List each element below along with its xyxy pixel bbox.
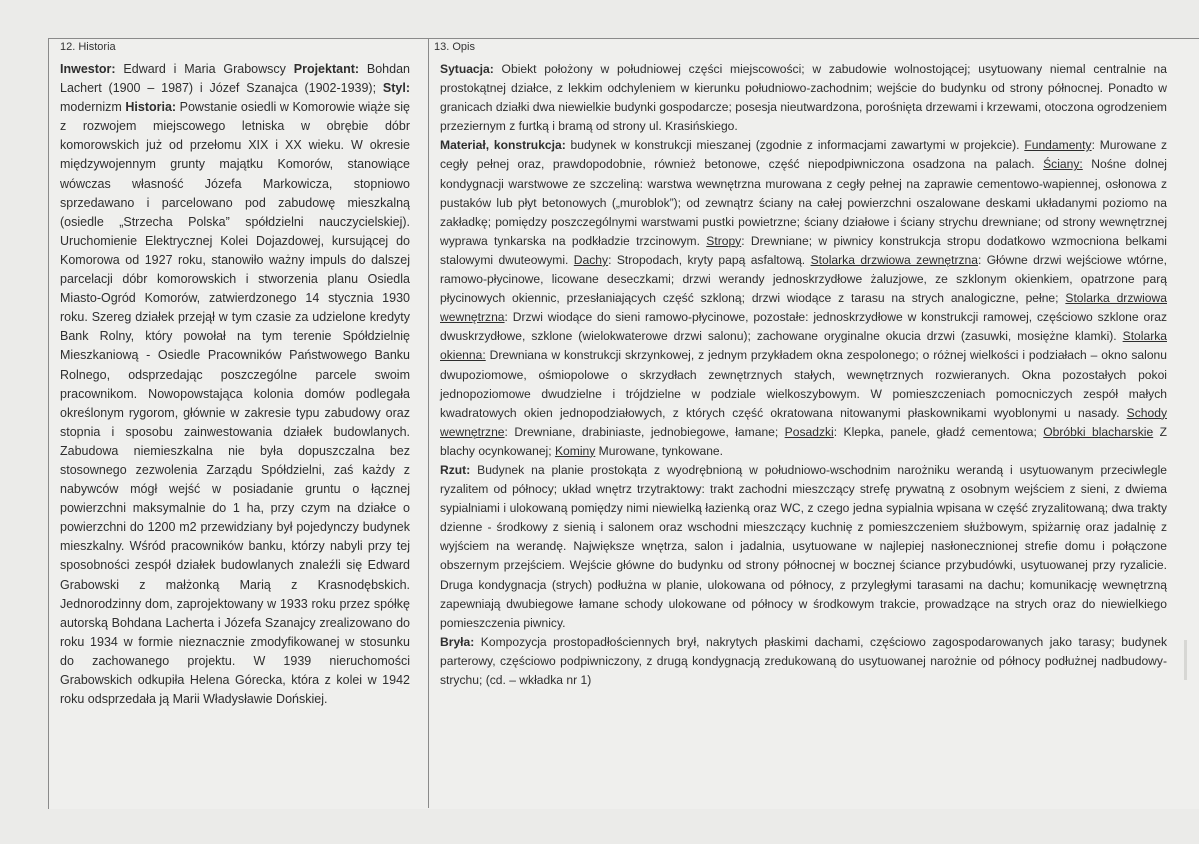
schody-value: : Drewniane, drabiniaste, jednobiegowe, łamane; <box>504 424 785 439</box>
stolarka-okienna-value: Drewniana w konstrukcji skrzynkowej, z jednym przykładem okna zespolonego; o różnej wielkości i podziałach – okno salonu dwupoziomowe, ośmiopolowe o skrzydłach zewnętrznych stałych, wewnętrznych rozwieranych. Okna pozostałych pokoi jednopoziomowe dwudzielne i trójdzielne w podziale wielkoszybowym. W pomieszczeniach pomocniczych zespół małych kwadratowych okien jednopodziałowych, z których część okratowana nitowanymi płaskownikami wyoblonymi u nasady. <box>440 348 1167 420</box>
label-dachy: Dachy <box>573 252 609 267</box>
label-stolarka-wewnetrzna: Stolarka drzwiowa wewnętrzna <box>440 291 1167 325</box>
label-kominy: Kominy <box>554 443 596 458</box>
label-sciany: Ściany: <box>1043 157 1083 172</box>
label-obrobki: Obróbki blacharskie <box>1043 424 1154 439</box>
sytuacja-value: Obiekt położony w południowej części miejscowości; w zabudowie wolnostojącej; usytuowany niemal centralnie na prostokątnej działce, z lekkim odchyleniem w kierunku południowo-zachodnim; wejście do budynku od strony północnej. Ponadto w granicach działki dwa niewielkie budynki gospodarcze; posesja nieutwardzona, porośnięta drzewami i krzewami, otoczona ogrodzeniem przeziernym z furtką i bramą od strony ul. Krasińskiego. <box>440 62 1167 134</box>
styl-value: modernizm <box>60 100 126 115</box>
sciany-value: Nośne dolnej kondygnacji warstwowe ze szczeliną: warstwa wewnętrzna murowana z cegły pełnej na zaprawie cementowo-wapiennej, osłonowa z pustaków lub płyt betonowych („muroblok”); od zewnątrz ściany na całej powierzchni oszalowane deskami układanymi poziomo na zakładkę; pomiędzy poszczególnymi warstwami pustki powietrzne; ściany działowe i ściany strychu drewniane; od strony wewnętrznej wyprawa tynkarska na podkładzie trzcinowym. <box>440 157 1167 248</box>
label-stropy: Stropy <box>706 233 742 248</box>
stropy-value: : Drewniane; w piwnicy konstrukcja stropu dodatkowo wzmocniona belkami stalowymi dwuteowymi. <box>440 233 1167 267</box>
label-posadzki: Posadzki <box>784 424 834 439</box>
stolarka-zewnetrzna-value: : Główne drzwi wejściowe wtórne, ramowo-płycinowe, licowane deseczkami; drzwi werandy jednoskrzydłowe żaluzjowe, ze szklonym okienkiem, opatrzone parą płycinowych okiennic, przesłaniających część szkloną; drzwi wiodące z tarasu na strych analogiczne, pełne; <box>440 252 1167 306</box>
label-styl: Styl: <box>382 81 410 96</box>
label-rzut: Rzut: <box>440 462 471 477</box>
posadzki-value: : Klepka, panele, gładź cementowa; <box>833 424 1044 439</box>
label-stolarka-zewnetrzna: Stolarka drzwiowa zewnętrzna <box>810 252 978 267</box>
kominy-value: Murowane, tynkowane. <box>595 443 724 458</box>
column-divider <box>428 38 429 808</box>
fundamenty-value: : Murowane z cegły pełnej oraz, prawdopodobnie, również betonowe, część niepodpiwniczona osadzona na palach. <box>440 138 1167 172</box>
paragraph-rzut <box>440 461 1167 633</box>
historia-text <box>60 60 410 709</box>
bryla-value: Kompozycja prostopadłościennych brył, nakrytych płaskimi dachami, częściowo zagospodarowanych jako tarasy; budynek parterowy, częściowo podpiwniczony, z drugą kondygnacją zredukowaną do usytuowanej narożnie od północy podłużnej nadbudowy- strychu; (cd. – wkładka nr 1) <box>440 634 1167 687</box>
dachy-value: : Stropodach, kryty papą asfaltową. <box>608 252 811 267</box>
paragraph-sytuacja <box>440 60 1167 136</box>
material-text: budynek w konstrukcji mieszanej (zgodnie z informacjami zawartymi w projekcie). <box>565 138 1025 153</box>
inwestor-value: Edward i Maria Grabowscy <box>115 62 294 76</box>
label-material: Materiał, konstrukcja: <box>440 138 566 153</box>
obrobki-value: Z blachy ocynkowanej; <box>440 424 1167 458</box>
historia-value: Powstanie osiedli w Komorowie wiąże się z rozwojem miejscowego letniska w obrębie dóbr komorowskich już od przełomu XIX i XX wieku. W okresie międzywojennym grunty majątku Komorów, stanowiące wówczas własność Józefa Markowicza, stopniowo sprzedawano i parcelowano pod zabudowę mieszkalną (osiedle „Strzecha Polska” spółdzielni nauczycielskiej). Uruchomienie Elektrycznej Kolei Dojazdowej, kursującej do Komorowa od 1927 roku, stanowiło ważny impuls do dalszej parcelacji dóbr komorowskich i stworzenia planu Osiedla Miasto-Ogród Komorów, zatwierdzonego 14 stycznia 1930 roku. Szereg działek przejął w tym czasie za udzielone kredyty Bank Rolny, który powołał na tym terenie Spółdzielnię Mieszkaniową - Osiedle Pracowników Państwowego Banku Rolnego, odsprzedając poszczególne parcele swoim pracownikom. Nowopowstająca kolonia domów podlegała określonym rygorom, głównie w zakresie typu zabudowy oraz stopnia i sposobu zainwestowania działek budowlanych. Zabudowa niemieszkalna nie była dopuszczalna bez stosownego zezwolenia Zarządu Spółdzielni, zaś każdy z nabywców mógł wejść w posiadanie gruntu o łącznej powierzchni maksymalnie do 1 ha, przy czym na działce o powierzchni do 1200 m2 przewidziany był pojedynczy budynek mieszkalny. Wśród pracowników banku, którzy nabyli przy tej sposobności zespół działek budowlanych znaleźli się Edward Grabowski z małżonką Marią z Krasnodębskich. Jednorodzinny dom, zaprojektowany w 1933 roku przez spółkę autorską Bohdana Lacherta i Józefa Szanajcy zrealizowano do roku 1934 w formie nieznacznie zmodyfikowanej w stosunku do zachowanego projektu. W 1939 nieruchomości Grabowskich odkupiła Helena Górecka, która z kolei w 1942 roku odsprzedała ją Marii Władysławie Dońskiej. <box>60 100 411 707</box>
label-stolarka-okienna: Stolarka okienna: <box>440 329 1167 363</box>
paragraph-material <box>440 136 1167 461</box>
section-title-opis: 13. Opis <box>434 41 475 53</box>
label-projektant: Projektant: <box>293 62 360 76</box>
label-bryla: Bryła: <box>440 634 475 649</box>
opis-text <box>440 60 1167 690</box>
label-sytuacja: Sytuacja: <box>440 62 494 76</box>
label-historia: Historia: <box>125 100 177 115</box>
projektant-value: Bohdan Lachert (1900 – 1987) i Józef Szanajca (1902-1939); <box>60 62 410 96</box>
scan-mark <box>1184 640 1187 680</box>
label-inwestor: Inwestor: <box>60 62 116 76</box>
label-schody: Schody wewnętrzne <box>440 405 1167 439</box>
rzut-value: Budynek na planie prostokąta z wyodrębnioną w południowo-wschodnim narożniku werandą i usytuowanym przeciwlegle ryzalitem od północy; układ wnętrz trzytraktowy: trakt zachodni mieszczący strefę prywatną z osobnym wejściem z sieni, z dwiema sypialniami i ulokowaną pomiędzy nimi niewielką łazienką oraz WC, z czego jedna sypialnia wpisana w część zryzalitowaną; dwa trakty dzienne - środkowy z sienią i salonem oraz wschodni mieszczący kuchnię z pomieszczeniem służbowym, spiżarnię oraz jadalnię z wyjściem na werandę. Największe wnętrza, salon i jadalnia, usytuowane w najlepiej nasłonecznionej strefie domu i połączone obszernym przejściem. Wejście główne do budynku od strony północnej w bocznej ściance przybudówki, usytuowanej przy ryzalicie. Druga kondygnacja (strych) podłużna w planie, ulokowana od północy, z przyległymi tarasami na dachu; komunikację wewnętrzną zapewniają dwubiegowe łamane schody ulokowane od północy w środkowym trakcie, prowadzące na strych oraz do niewielkiego pomieszczenia piwnicy. <box>440 462 1167 630</box>
label-fundamenty: Fundamenty <box>1024 138 1092 153</box>
paragraph-bryla <box>440 633 1167 690</box>
stolarka-wewnetrzna-value: : Drzwi wiodące do sieni ramowo-płycinowe, pozostałe: jednoskrzydłowe w konstrukcji ramowej, częściowo szklone oraz dwuskrzydłowe, szklone (wielokwaterowe drzwi salonu); zachowane oryginalne okucia drzwi (zasuwki, mosiężne klamki). <box>440 310 1167 344</box>
section-title-historia: 12. Historia <box>60 41 116 53</box>
